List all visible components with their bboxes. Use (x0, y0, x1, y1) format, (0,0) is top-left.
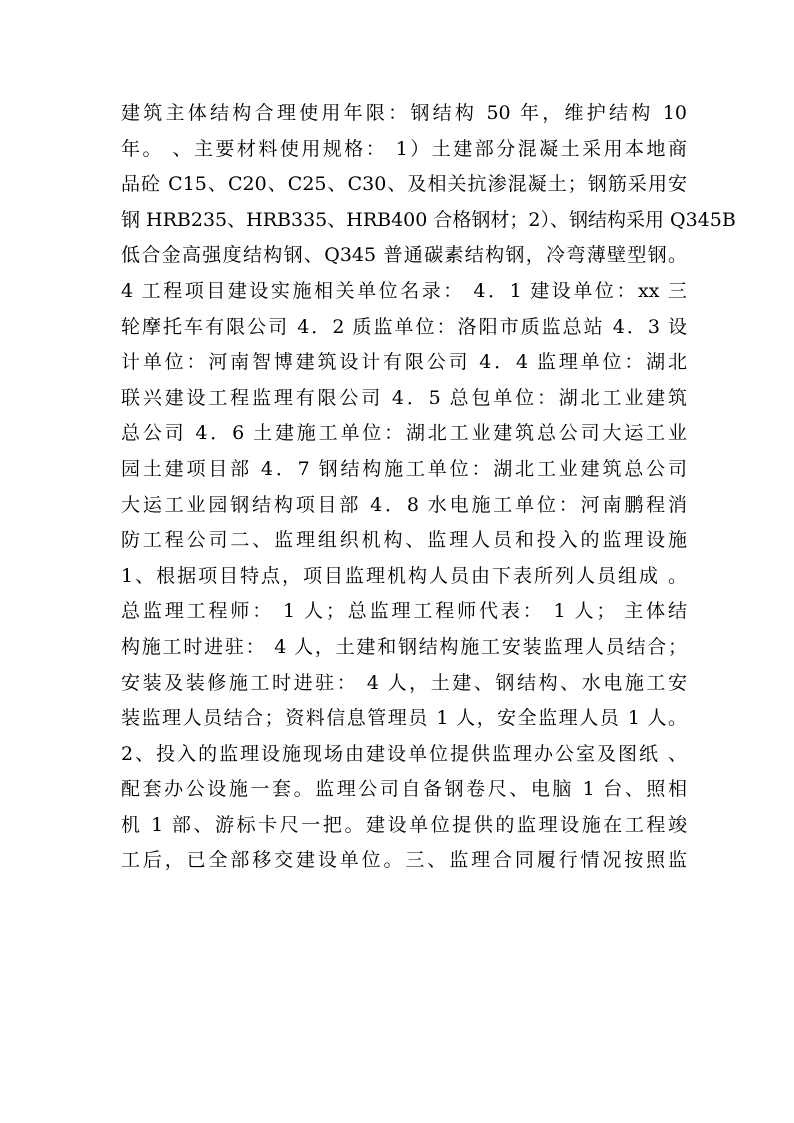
text-line: 1、根据项目特点，项目监理机构人员由下表所列人员组成 。 (121, 564, 687, 587)
text-line: 园土建项目部 4．7 钢结构施工单位：湖北工业建筑总公司 (121, 457, 687, 480)
text-line: 构施工时进驻： 4 人，土建和钢结构施工安装监理人员结合； (121, 635, 687, 658)
text-line: 安装及装修施工时进驻： 4 人，土建、钢结构、水电施工安 (121, 671, 687, 694)
text-line: 计单位：河南智博建筑设计有限公司 4．4 监理单位：湖北 (121, 351, 687, 374)
text-line: 工后，已全部移交建设单位。三、监理合同履行情况按照监 (121, 849, 687, 872)
text-line: 联兴建设工程监理有限公司 4．5 总包单位：湖北工业建筑 (121, 386, 687, 409)
text-line: 低合金高强度结构钢、Q345 普通碳素结构钢，冷弯薄壁型钢。 (121, 244, 687, 267)
text-line: 装监理人员结合；资料信息管理员 1 人，安全监理人员 1 人。 (121, 707, 687, 730)
text-line: 防工程公司二、监理组织机构、监理人员和投入的监理设施 (121, 529, 687, 552)
text-line: 机 1 部、游标卡尺一把。建设单位提供的监理设施在工程竣 (121, 813, 687, 836)
text-line: 钢 HRB235、HRB335、HRB400 合格钢材；2）、钢结构采用 Q345B (121, 208, 736, 231)
text-line: 总公司 4．6 土建施工单位：湖北工业建筑总公司大运工业 (121, 422, 687, 445)
text-line: 4 工程项目建设实施相关单位名录： 4．1 建设单位：xx 三 (121, 279, 687, 302)
text-line: 配套办公设施一套。监理公司自备钢卷尺、电脑 1 台、照相 (121, 778, 687, 801)
text-line: 建筑主体结构合理使用年限：钢结构 50 年，维护结构 10 (121, 102, 687, 124)
text-line: 品砼 C15、C20、C25、C30、及相关抗渗混凝土；钢筋采用安 (121, 173, 687, 196)
text-line: 年。 、主要材料使用规格： 1）土建部分混凝土采用本地商 (121, 137, 687, 160)
text-line: 轮摩托车有限公司 4．2 质监单位：洛阳市质监总站 4．3 设 (121, 315, 687, 338)
body-text (121, 96, 736, 879)
text-line: 大运工业园钢结构项目部 4．8 水电施工单位：河南鹏程消 (121, 493, 687, 516)
text-line: 2、投入的监理设施现场由建设单位提供监理办公室及图纸 、 (121, 742, 687, 765)
text-line: 总监理工程师： 1 人；总监理工程师代表： 1 人； 主体结 (121, 600, 687, 623)
